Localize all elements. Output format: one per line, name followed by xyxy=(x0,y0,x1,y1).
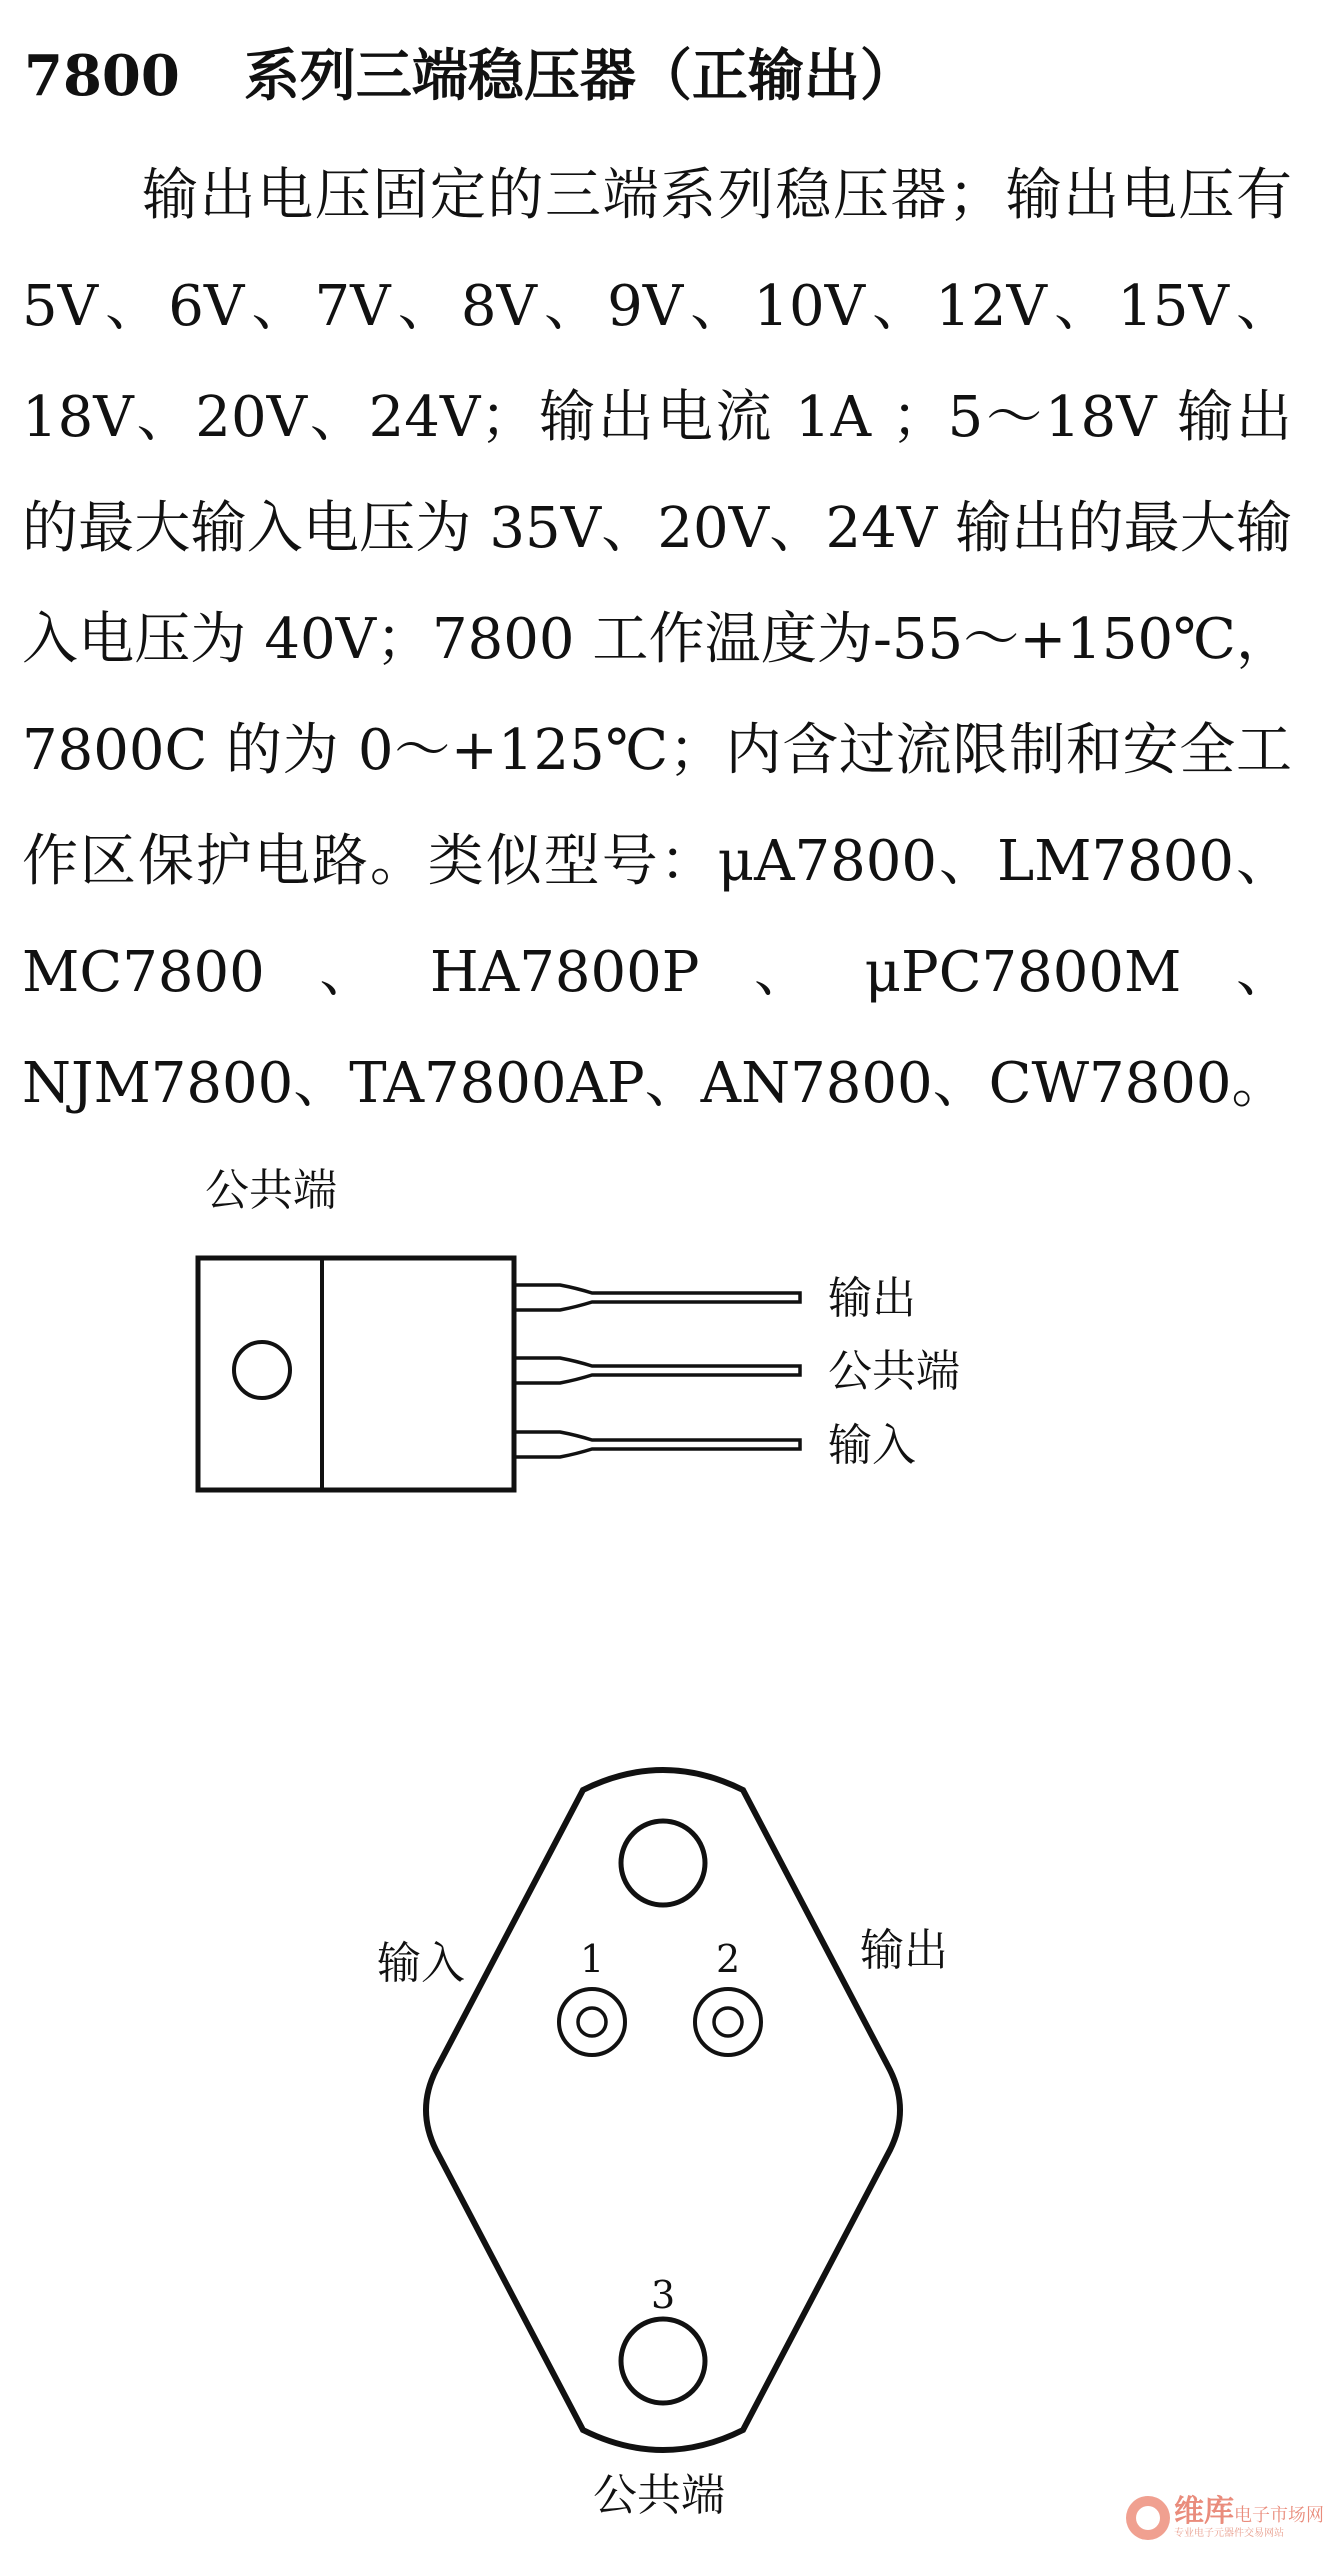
to220-body xyxy=(198,1258,514,1490)
to3-pin-2-output xyxy=(695,1989,761,2055)
site-watermark xyxy=(1126,2488,1336,2548)
to3-mounting-hole-top xyxy=(621,1821,705,1905)
to3-input-label: 输入 xyxy=(377,1938,465,1989)
to220-lead-output xyxy=(514,1285,800,1310)
to3-package-diagram xyxy=(0,1740,1344,2520)
watermark-logo-icon xyxy=(1126,2496,1170,2540)
watermark-brand: 维库 xyxy=(1174,2494,1234,2529)
to220-pin-output-label: 输出 xyxy=(828,1273,916,1324)
watermark-site: 电子市场网 xyxy=(1234,2505,1324,2526)
to3-common-label: 公共端 xyxy=(593,2470,725,2520)
to3-output-label: 输出 xyxy=(860,1925,948,1976)
to220-mounting-hole xyxy=(234,1342,290,1398)
to220-pin-common-label: 公共端 xyxy=(828,1346,960,1397)
to220-tab-label: 公共端 xyxy=(205,1165,337,1216)
to3-pin-number-1: 1 xyxy=(580,1937,605,1981)
to3-pin-number-2: 2 xyxy=(716,1937,741,1981)
to3-pin-number-3: 3 xyxy=(651,2273,676,2317)
to220-pin-input-label: 输入 xyxy=(828,1420,916,1471)
to3-pin-3-common xyxy=(621,2319,705,2403)
to220-lead-common xyxy=(514,1358,800,1383)
title-name: 系列三端稳压器（正输出） xyxy=(243,43,916,109)
description-paragraph: 输出电压固定的三端系列稳压器；输出电压有 5V、6V、7V、8V、9V、10V、12V、15V、18V、20V、24V；输出电流 1A ；5～18V 输出的最大输入电压为 35V、20V、24V 输出的最大输入电压为 40V；7800 工作温度为-55～+150℃，7800C 的为 0～+125℃；内含过流限制和安全工作区保护电路。类似型号：μA7800、LM7800、MC7800、HA7800P、μPC7800M、NJM7800、TA7800AP、AN7800、CW7800。 xyxy=(22,163,1292,1116)
to220-package-diagram xyxy=(0,1140,1344,1520)
document-title xyxy=(24,36,916,116)
to3-pin-1-input xyxy=(559,1989,625,2055)
to220-leads xyxy=(514,1285,800,1457)
watermark-tagline: 专业电子元器件交易网站 xyxy=(1174,2528,1284,2539)
to3-body-outline xyxy=(426,1770,900,2450)
title-part-number: 7800 xyxy=(24,43,180,109)
to220-lead-input xyxy=(514,1432,800,1457)
